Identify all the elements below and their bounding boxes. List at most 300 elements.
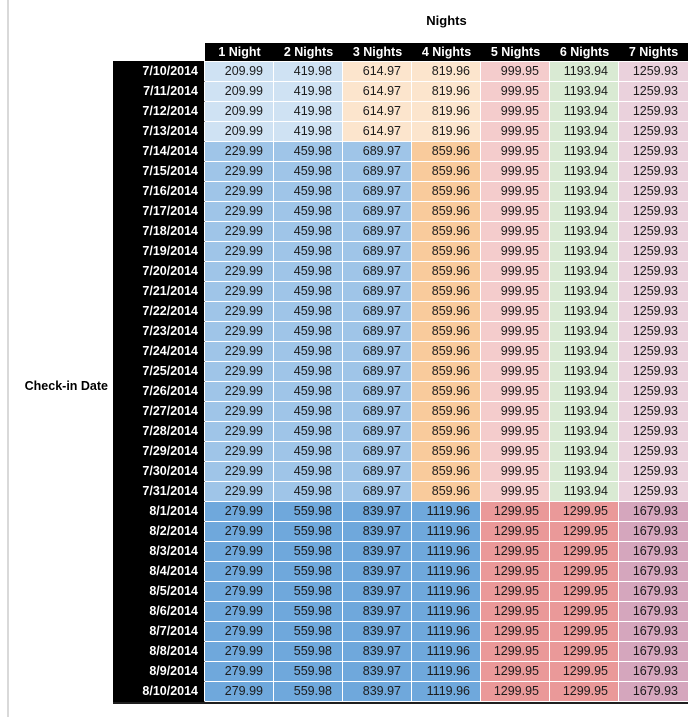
price-cell[interactable]: 999.95 bbox=[481, 342, 550, 362]
table-row bbox=[113, 542, 688, 562]
date-cell[interactable]: 7/25/2014 bbox=[113, 362, 205, 382]
price-cell[interactable]: 209.99 bbox=[205, 122, 274, 142]
price-cell[interactable]: 859.96 bbox=[412, 282, 481, 302]
table-body bbox=[113, 61, 688, 702]
price-cell[interactable]: 859.96 bbox=[412, 222, 481, 242]
table-row bbox=[113, 642, 688, 662]
price-cell[interactable]: 229.99 bbox=[205, 382, 274, 402]
price-cell[interactable]: 1259.93 bbox=[619, 302, 688, 322]
price-cell[interactable]: 279.99 bbox=[205, 542, 274, 562]
price-cell[interactable]: 459.98 bbox=[274, 202, 343, 222]
price-cell[interactable]: 1259.93 bbox=[619, 482, 688, 502]
price-cell[interactable]: 999.95 bbox=[481, 282, 550, 302]
price-cell[interactable]: 1119.96 bbox=[412, 642, 481, 662]
price-cell[interactable]: 1193.94 bbox=[550, 242, 619, 262]
price-cell[interactable]: 1193.94 bbox=[550, 182, 619, 202]
price-cell[interactable]: 559.98 bbox=[274, 662, 343, 682]
row-axis-label: Check-in Date bbox=[24, 379, 108, 393]
price-cell[interactable]: 614.97 bbox=[343, 61, 412, 82]
header-row bbox=[113, 43, 688, 61]
price-cell[interactable]: 229.99 bbox=[205, 302, 274, 322]
date-cell[interactable]: 7/20/2014 bbox=[113, 262, 205, 282]
price-cell[interactable]: 1259.93 bbox=[619, 122, 688, 142]
price-cell[interactable]: 459.98 bbox=[274, 282, 343, 302]
date-cell[interactable]: 8/4/2014 bbox=[113, 562, 205, 582]
corner-cell bbox=[113, 43, 205, 61]
price-cell[interactable]: 1679.93 bbox=[619, 642, 688, 662]
price-cell[interactable]: 419.98 bbox=[274, 102, 343, 122]
price-cell[interactable]: 229.99 bbox=[205, 462, 274, 482]
price-cell[interactable]: 819.96 bbox=[412, 61, 481, 82]
date-cell[interactable]: 7/12/2014 bbox=[113, 102, 205, 122]
price-cell[interactable]: 1259.93 bbox=[619, 342, 688, 362]
price-cell[interactable]: 1119.96 bbox=[412, 682, 481, 702]
price-cell[interactable]: 1299.95 bbox=[550, 602, 619, 622]
price-cell[interactable]: 1679.93 bbox=[619, 662, 688, 682]
price-cell[interactable]: 859.96 bbox=[412, 402, 481, 422]
price-cell[interactable]: 559.98 bbox=[274, 522, 343, 542]
price-cell[interactable]: 1119.96 bbox=[412, 542, 481, 562]
price-cell[interactable]: 229.99 bbox=[205, 242, 274, 262]
price-cell[interactable]: 229.99 bbox=[205, 142, 274, 162]
price-cell[interactable]: 1259.93 bbox=[619, 162, 688, 182]
table-row bbox=[113, 162, 688, 182]
price-cell[interactable]: 614.97 bbox=[343, 122, 412, 142]
col-header[interactable]: 5 Nights bbox=[481, 43, 550, 61]
col-header[interactable]: 2 Nights bbox=[274, 43, 343, 61]
price-cell[interactable]: 1193.94 bbox=[550, 282, 619, 302]
price-cell[interactable]: 859.96 bbox=[412, 202, 481, 222]
price-cell[interactable]: 419.98 bbox=[274, 61, 343, 82]
date-cell[interactable]: 8/5/2014 bbox=[113, 582, 205, 602]
price-cell[interactable]: 999.95 bbox=[481, 61, 550, 82]
price-cell[interactable]: 859.96 bbox=[412, 162, 481, 182]
price-cell[interactable]: 459.98 bbox=[274, 242, 343, 262]
col-header[interactable]: 6 Nights bbox=[550, 43, 619, 61]
price-cell[interactable]: 1259.93 bbox=[619, 322, 688, 342]
table-row bbox=[113, 102, 688, 122]
price-cell[interactable]: 859.96 bbox=[412, 262, 481, 282]
price-cell[interactable]: 459.98 bbox=[274, 302, 343, 322]
price-cell[interactable]: 559.98 bbox=[274, 642, 343, 662]
price-cell[interactable]: 839.97 bbox=[343, 662, 412, 682]
price-cell[interactable]: 229.99 bbox=[205, 362, 274, 382]
table-row bbox=[113, 262, 688, 282]
price-cell[interactable]: 689.97 bbox=[343, 202, 412, 222]
price-cell[interactable]: 1299.95 bbox=[550, 582, 619, 602]
price-cell[interactable]: 689.97 bbox=[343, 242, 412, 262]
price-cell[interactable]: 689.97 bbox=[343, 362, 412, 382]
price-cell[interactable]: 559.98 bbox=[274, 602, 343, 622]
price-cell[interactable]: 859.96 bbox=[412, 182, 481, 202]
price-cell[interactable]: 1259.93 bbox=[619, 402, 688, 422]
price-cell[interactable]: 859.96 bbox=[412, 422, 481, 442]
price-cell[interactable]: 689.97 bbox=[343, 282, 412, 302]
price-cell[interactable]: 559.98 bbox=[274, 582, 343, 602]
price-cell[interactable]: 1299.95 bbox=[550, 682, 619, 702]
price-cell[interactable]: 689.97 bbox=[343, 182, 412, 202]
price-cell[interactable]: 1299.95 bbox=[550, 522, 619, 542]
price-cell[interactable]: 839.97 bbox=[343, 542, 412, 562]
price-cell[interactable]: 859.96 bbox=[412, 322, 481, 342]
price-cell[interactable]: 559.98 bbox=[274, 542, 343, 562]
price-cell[interactable]: 859.96 bbox=[412, 462, 481, 482]
table-row bbox=[113, 482, 688, 502]
price-cell[interactable]: 1193.94 bbox=[550, 61, 619, 82]
price-cell[interactable]: 1193.94 bbox=[550, 482, 619, 502]
price-cell[interactable]: 279.99 bbox=[205, 562, 274, 582]
date-cell[interactable]: 7/24/2014 bbox=[113, 342, 205, 362]
price-cell[interactable]: 819.96 bbox=[412, 122, 481, 142]
date-cell[interactable]: 7/14/2014 bbox=[113, 142, 205, 162]
price-cell[interactable]: 999.95 bbox=[481, 222, 550, 242]
price-cell[interactable]: 999.95 bbox=[481, 162, 550, 182]
price-cell[interactable]: 279.99 bbox=[205, 662, 274, 682]
price-cell[interactable]: 999.95 bbox=[481, 302, 550, 322]
date-cell[interactable]: 7/18/2014 bbox=[113, 222, 205, 242]
price-cell[interactable]: 1299.95 bbox=[481, 522, 550, 542]
price-cell[interactable]: 839.97 bbox=[343, 622, 412, 642]
price-cell[interactable]: 859.96 bbox=[412, 342, 481, 362]
price-cell[interactable]: 1193.94 bbox=[550, 122, 619, 142]
price-cell[interactable]: 279.99 bbox=[205, 522, 274, 542]
date-cell[interactable]: 7/27/2014 bbox=[113, 402, 205, 422]
price-cell[interactable]: 999.95 bbox=[481, 202, 550, 222]
date-cell[interactable]: 8/6/2014 bbox=[113, 602, 205, 622]
table-row bbox=[113, 82, 688, 102]
price-cell[interactable]: 229.99 bbox=[205, 262, 274, 282]
price-cell[interactable]: 999.95 bbox=[481, 262, 550, 282]
price-cell[interactable]: 1119.96 bbox=[412, 602, 481, 622]
price-cell[interactable]: 1193.94 bbox=[550, 142, 619, 162]
price-cell[interactable]: 689.97 bbox=[343, 302, 412, 322]
price-cell[interactable]: 689.97 bbox=[343, 342, 412, 362]
table-row bbox=[113, 202, 688, 222]
price-cell[interactable]: 559.98 bbox=[274, 682, 343, 702]
price-cell[interactable]: 1679.93 bbox=[619, 622, 688, 642]
price-cell[interactable]: 1299.95 bbox=[550, 542, 619, 562]
price-cell[interactable]: 859.96 bbox=[412, 242, 481, 262]
price-cell[interactable]: 1679.93 bbox=[619, 682, 688, 702]
date-cell[interactable]: 8/7/2014 bbox=[113, 622, 205, 642]
table-row bbox=[113, 562, 688, 582]
table-row bbox=[113, 362, 688, 382]
price-cell[interactable]: 839.97 bbox=[343, 522, 412, 542]
price-cell[interactable]: 839.97 bbox=[343, 682, 412, 702]
price-cell[interactable]: 839.97 bbox=[343, 642, 412, 662]
price-cell[interactable]: 459.98 bbox=[274, 462, 343, 482]
price-cell[interactable]: 1193.94 bbox=[550, 82, 619, 102]
table-row bbox=[113, 442, 688, 462]
price-cell[interactable]: 229.99 bbox=[205, 162, 274, 182]
price-cell[interactable]: 1679.93 bbox=[619, 522, 688, 542]
price-cell[interactable]: 1679.93 bbox=[619, 602, 688, 622]
date-cell[interactable]: 7/31/2014 bbox=[113, 482, 205, 502]
table-row bbox=[113, 422, 688, 442]
price-cell[interactable]: 1299.95 bbox=[481, 582, 550, 602]
price-cell[interactable]: 229.99 bbox=[205, 442, 274, 462]
date-cell[interactable]: 7/15/2014 bbox=[113, 162, 205, 182]
date-cell[interactable]: 7/10/2014 bbox=[113, 61, 205, 82]
price-cell[interactable]: 279.99 bbox=[205, 642, 274, 662]
table-row bbox=[113, 122, 688, 142]
date-cell[interactable]: 7/21/2014 bbox=[113, 282, 205, 302]
price-cell[interactable]: 1259.93 bbox=[619, 61, 688, 82]
price-cell[interactable]: 1259.93 bbox=[619, 202, 688, 222]
price-cell[interactable]: 1193.94 bbox=[550, 342, 619, 362]
price-cell[interactable]: 839.97 bbox=[343, 502, 412, 522]
price-cell[interactable]: 859.96 bbox=[412, 362, 481, 382]
price-cell[interactable]: 209.99 bbox=[205, 102, 274, 122]
price-cell[interactable]: 459.98 bbox=[274, 442, 343, 462]
price-cell[interactable]: 819.96 bbox=[412, 102, 481, 122]
price-cell[interactable]: 1299.95 bbox=[481, 562, 550, 582]
table-row bbox=[113, 462, 688, 482]
date-cell[interactable]: 8/2/2014 bbox=[113, 522, 205, 542]
price-cell[interactable]: 859.96 bbox=[412, 482, 481, 502]
price-cell[interactable]: 839.97 bbox=[343, 562, 412, 582]
price-cell[interactable]: 1299.95 bbox=[481, 622, 550, 642]
table-row bbox=[113, 602, 688, 622]
price-cell[interactable]: 1299.95 bbox=[481, 662, 550, 682]
price-cell[interactable]: 1679.93 bbox=[619, 542, 688, 562]
price-cell[interactable]: 689.97 bbox=[343, 422, 412, 442]
price-cell[interactable]: 1119.96 bbox=[412, 502, 481, 522]
table-row bbox=[113, 282, 688, 302]
col-header[interactable]: 7 Nights bbox=[619, 43, 688, 61]
price-cell[interactable]: 459.98 bbox=[274, 322, 343, 342]
price-cell[interactable]: 229.99 bbox=[205, 202, 274, 222]
price-cell[interactable]: 559.98 bbox=[274, 562, 343, 582]
price-cell[interactable]: 1259.93 bbox=[619, 262, 688, 282]
price-cell[interactable]: 1193.94 bbox=[550, 422, 619, 442]
price-cell[interactable]: 1679.93 bbox=[619, 562, 688, 582]
price-cell[interactable]: 1193.94 bbox=[550, 442, 619, 462]
price-cell[interactable]: 999.95 bbox=[481, 382, 550, 402]
date-cell[interactable]: 8/1/2014 bbox=[113, 502, 205, 522]
price-cell[interactable]: 1679.93 bbox=[619, 502, 688, 522]
price-cell[interactable]: 1259.93 bbox=[619, 282, 688, 302]
price-cell[interactable]: 999.95 bbox=[481, 142, 550, 162]
price-cell[interactable]: 689.97 bbox=[343, 142, 412, 162]
price-cell[interactable]: 459.98 bbox=[274, 162, 343, 182]
price-cell[interactable]: 614.97 bbox=[343, 82, 412, 102]
price-cell[interactable]: 1193.94 bbox=[550, 322, 619, 342]
col-header[interactable]: 3 Nights bbox=[343, 43, 412, 61]
price-cell[interactable]: 229.99 bbox=[205, 222, 274, 242]
table-header bbox=[113, 43, 688, 61]
price-cell[interactable]: 859.96 bbox=[412, 302, 481, 322]
price-cell[interactable]: 1119.96 bbox=[412, 622, 481, 642]
price-cell[interactable]: 459.98 bbox=[274, 262, 343, 282]
table-row bbox=[113, 142, 688, 162]
date-cell[interactable]: 7/26/2014 bbox=[113, 382, 205, 402]
date-cell[interactable]: 8/8/2014 bbox=[113, 642, 205, 662]
price-cell[interactable]: 1259.93 bbox=[619, 142, 688, 162]
price-cell[interactable]: 229.99 bbox=[205, 342, 274, 362]
price-cell[interactable]: 229.99 bbox=[205, 482, 274, 502]
price-cell[interactable]: 1299.95 bbox=[481, 682, 550, 702]
date-cell[interactable]: 7/28/2014 bbox=[113, 422, 205, 442]
price-cell[interactable]: 999.95 bbox=[481, 122, 550, 142]
price-cell[interactable]: 819.96 bbox=[412, 82, 481, 102]
table-row bbox=[113, 402, 688, 422]
date-cell[interactable]: 8/10/2014 bbox=[113, 682, 205, 702]
price-cell[interactable]: 689.97 bbox=[343, 382, 412, 402]
date-cell[interactable]: 7/29/2014 bbox=[113, 442, 205, 462]
price-cell[interactable]: 1193.94 bbox=[550, 382, 619, 402]
price-cell[interactable]: 1193.94 bbox=[550, 402, 619, 422]
price-cell[interactable]: 209.99 bbox=[205, 61, 274, 82]
price-cell[interactable]: 689.97 bbox=[343, 402, 412, 422]
pricing-table bbox=[113, 43, 688, 704]
price-cell[interactable]: 1299.95 bbox=[481, 602, 550, 622]
sheet-edge-line bbox=[7, 0, 9, 717]
date-cell[interactable]: 7/22/2014 bbox=[113, 302, 205, 322]
price-cell[interactable]: 999.95 bbox=[481, 442, 550, 462]
price-cell[interactable]: 839.97 bbox=[343, 582, 412, 602]
price-cell[interactable]: 999.95 bbox=[481, 462, 550, 482]
price-cell[interactable]: 1259.93 bbox=[619, 382, 688, 402]
table-title: Nights bbox=[426, 13, 467, 28]
price-cell[interactable]: 559.98 bbox=[274, 622, 343, 642]
price-cell[interactable]: 1299.95 bbox=[481, 502, 550, 522]
price-cell[interactable]: 209.99 bbox=[205, 82, 274, 102]
price-cell[interactable]: 1259.93 bbox=[619, 422, 688, 442]
price-cell[interactable]: 999.95 bbox=[481, 102, 550, 122]
price-cell[interactable]: 999.95 bbox=[481, 362, 550, 382]
date-cell[interactable]: 7/17/2014 bbox=[113, 202, 205, 222]
price-cell[interactable]: 419.98 bbox=[274, 122, 343, 142]
price-cell[interactable]: 459.98 bbox=[274, 422, 343, 442]
price-cell[interactable]: 689.97 bbox=[343, 162, 412, 182]
price-cell[interactable]: 999.95 bbox=[481, 242, 550, 262]
date-cell[interactable]: 7/30/2014 bbox=[113, 462, 205, 482]
price-cell[interactable]: 689.97 bbox=[343, 262, 412, 282]
table-row bbox=[113, 522, 688, 542]
price-cell[interactable]: 419.98 bbox=[274, 82, 343, 102]
table-row bbox=[113, 342, 688, 362]
price-cell[interactable]: 999.95 bbox=[481, 422, 550, 442]
price-cell[interactable]: 459.98 bbox=[274, 222, 343, 242]
price-cell[interactable]: 229.99 bbox=[205, 402, 274, 422]
price-cell[interactable]: 459.98 bbox=[274, 182, 343, 202]
price-cell[interactable]: 1299.95 bbox=[481, 642, 550, 662]
price-cell[interactable]: 1193.94 bbox=[550, 362, 619, 382]
price-cell[interactable]: 459.98 bbox=[274, 362, 343, 382]
price-cell[interactable]: 1299.95 bbox=[550, 502, 619, 522]
price-cell[interactable]: 1259.93 bbox=[619, 462, 688, 482]
price-cell[interactable]: 1259.93 bbox=[619, 102, 688, 122]
date-cell[interactable]: 7/13/2014 bbox=[113, 122, 205, 142]
price-cell[interactable]: 459.98 bbox=[274, 382, 343, 402]
table-row bbox=[113, 242, 688, 262]
price-cell[interactable]: 279.99 bbox=[205, 602, 274, 622]
price-cell[interactable]: 229.99 bbox=[205, 422, 274, 442]
date-cell[interactable]: 7/11/2014 bbox=[113, 82, 205, 102]
price-cell[interactable]: 1259.93 bbox=[619, 362, 688, 382]
price-cell[interactable]: 1259.93 bbox=[619, 82, 688, 102]
price-cell[interactable]: 1299.95 bbox=[481, 542, 550, 562]
price-cell[interactable]: 279.99 bbox=[205, 682, 274, 702]
price-cell[interactable]: 279.99 bbox=[205, 582, 274, 602]
price-cell[interactable]: 1119.96 bbox=[412, 562, 481, 582]
price-cell[interactable]: 859.96 bbox=[412, 382, 481, 402]
price-cell[interactable]: 1259.93 bbox=[619, 242, 688, 262]
price-cell[interactable]: 689.97 bbox=[343, 442, 412, 462]
price-cell[interactable]: 1119.96 bbox=[412, 522, 481, 542]
price-cell[interactable]: 689.97 bbox=[343, 322, 412, 342]
price-cell[interactable]: 229.99 bbox=[205, 182, 274, 202]
price-cell[interactable]: 999.95 bbox=[481, 322, 550, 342]
price-cell[interactable]: 559.98 bbox=[274, 502, 343, 522]
table-row bbox=[113, 382, 688, 402]
price-cell[interactable]: 1259.93 bbox=[619, 442, 688, 462]
price-cell[interactable]: 279.99 bbox=[205, 502, 274, 522]
price-cell[interactable]: 1119.96 bbox=[412, 662, 481, 682]
date-cell[interactable]: 8/9/2014 bbox=[113, 662, 205, 682]
price-cell[interactable]: 999.95 bbox=[481, 82, 550, 102]
col-header[interactable]: 1 Night bbox=[205, 43, 274, 61]
price-cell[interactable]: 279.99 bbox=[205, 622, 274, 642]
table-row bbox=[113, 502, 688, 522]
table-row bbox=[113, 222, 688, 242]
price-cell[interactable]: 1193.94 bbox=[550, 222, 619, 242]
price-cell[interactable]: 1299.95 bbox=[550, 562, 619, 582]
price-cell[interactable]: 859.96 bbox=[412, 142, 481, 162]
price-cell[interactable]: 999.95 bbox=[481, 402, 550, 422]
price-cell[interactable]: 459.98 bbox=[274, 142, 343, 162]
price-cell[interactable]: 999.95 bbox=[481, 482, 550, 502]
price-cell[interactable]: 1193.94 bbox=[550, 102, 619, 122]
price-cell[interactable]: 999.95 bbox=[481, 182, 550, 202]
price-cell[interactable]: 1299.95 bbox=[550, 622, 619, 642]
price-cell[interactable]: 459.98 bbox=[274, 482, 343, 502]
col-header[interactable]: 4 Nights bbox=[412, 43, 481, 61]
price-cell[interactable]: 859.96 bbox=[412, 442, 481, 462]
price-cell[interactable]: 1299.95 bbox=[550, 662, 619, 682]
date-cell[interactable]: 7/19/2014 bbox=[113, 242, 205, 262]
table-row bbox=[113, 622, 688, 642]
price-cell[interactable]: 459.98 bbox=[274, 402, 343, 422]
date-cell[interactable]: 8/3/2014 bbox=[113, 542, 205, 562]
price-cell[interactable]: 1193.94 bbox=[550, 462, 619, 482]
price-cell[interactable]: 1119.96 bbox=[412, 582, 481, 602]
price-cell[interactable]: 839.97 bbox=[343, 602, 412, 622]
table-row bbox=[113, 682, 688, 702]
date-cell[interactable]: 7/23/2014 bbox=[113, 322, 205, 342]
price-cell[interactable]: 1679.93 bbox=[619, 582, 688, 602]
price-cell[interactable]: 1193.94 bbox=[550, 202, 619, 222]
price-cell[interactable]: 1259.93 bbox=[619, 182, 688, 202]
price-cell[interactable]: 1299.95 bbox=[550, 642, 619, 662]
price-cell[interactable]: 1193.94 bbox=[550, 162, 619, 182]
price-cell[interactable]: 229.99 bbox=[205, 322, 274, 342]
table-row bbox=[113, 662, 688, 682]
table-row bbox=[113, 182, 688, 202]
table-row bbox=[113, 322, 688, 342]
price-cell[interactable]: 689.97 bbox=[343, 482, 412, 502]
price-cell[interactable]: 689.97 bbox=[343, 222, 412, 242]
price-cell[interactable]: 1259.93 bbox=[619, 222, 688, 242]
price-cell[interactable]: 1193.94 bbox=[550, 262, 619, 282]
price-cell[interactable]: 614.97 bbox=[343, 102, 412, 122]
price-cell[interactable]: 689.97 bbox=[343, 462, 412, 482]
price-cell[interactable]: 229.99 bbox=[205, 282, 274, 302]
price-cell[interactable]: 1193.94 bbox=[550, 302, 619, 322]
date-cell[interactable]: 7/16/2014 bbox=[113, 182, 205, 202]
price-cell[interactable]: 459.98 bbox=[274, 342, 343, 362]
